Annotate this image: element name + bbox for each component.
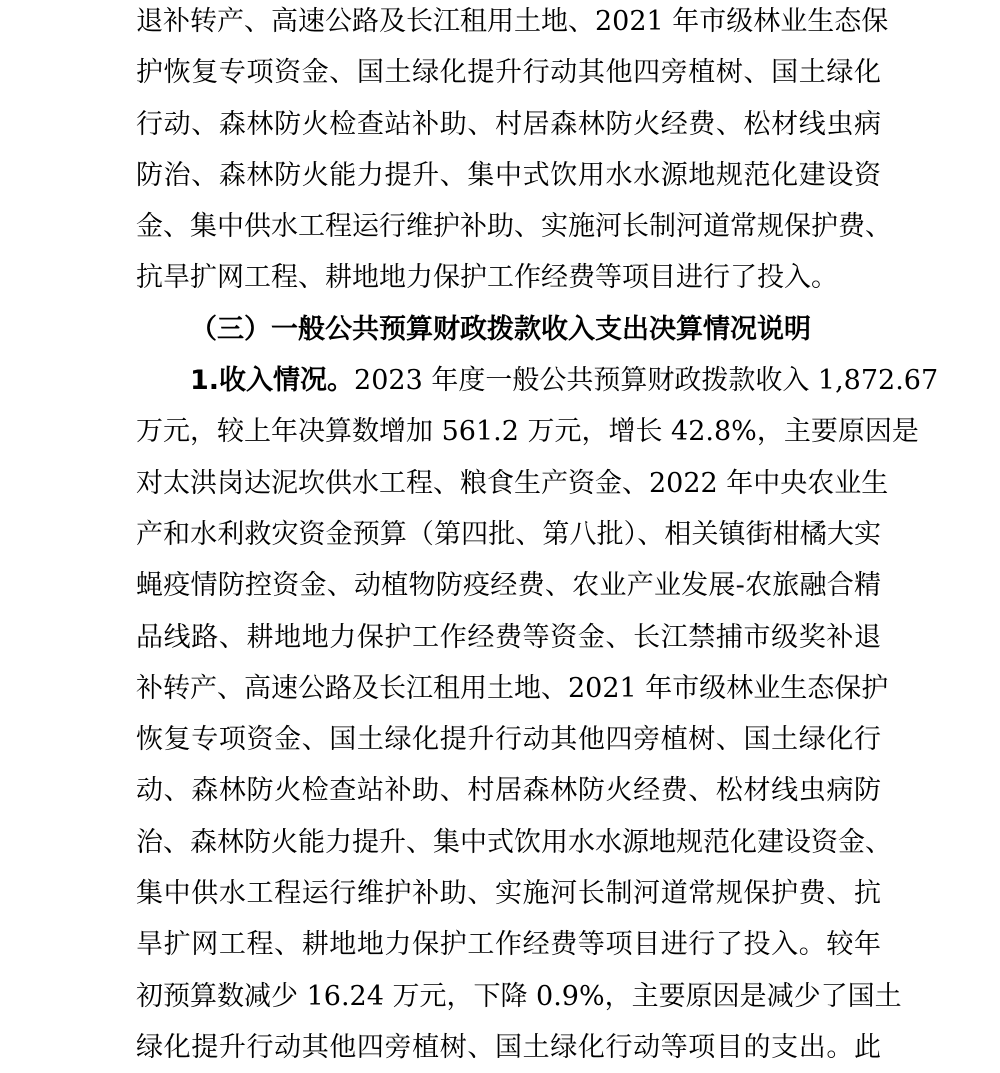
text-line: 补转产、高速公路及长江租用土地、2021 年市级林业生态保护 bbox=[136, 672, 889, 704]
text-line: 金、集中供水工程运行维护补助、实施河长制河道常规保护费、 bbox=[136, 211, 892, 243]
text-line: 蝇疫情防控资金、动植物防疫经费、农业产业发展-农旅融合精 bbox=[136, 570, 881, 602]
text-line: 行动、森林防火检查站补助、村居森林防火经费、松材线虫病 bbox=[136, 108, 881, 140]
text-line: 动、森林防火检查站补助、村居森林防火经费、松材线虫病防 bbox=[136, 775, 881, 807]
text-line: 产和水利救灾资金预算（第四批、第八批）、相关镇街柑橘大实 bbox=[136, 518, 881, 550]
text-line: 旱扩网工程、耕地地力保护工作经费等项目进行了投入。较年 bbox=[136, 929, 881, 961]
text-line: 绿化提升行动其他四旁植树、国土绿化行动等项目的支出。此 bbox=[136, 1031, 881, 1063]
text-line: 集中供水工程运行维护补助、实施河长制河道常规保护费、抗 bbox=[136, 878, 881, 910]
section-heading: （三）一般公共预算财政拨款收入支出决算情况说明 bbox=[190, 313, 811, 345]
text-line: 抗旱扩网工程、耕地地力保护工作经费等项目进行了投入。 bbox=[136, 262, 838, 294]
text-line: 护恢复专项资金、国土绿化提升行动其他四旁植树、国土绿化 bbox=[136, 57, 881, 89]
paragraph-2 bbox=[136, 355, 939, 1073]
paragraph-1 bbox=[136, 0, 892, 304]
text-line: 治、森林防火能力提升、集中式饮用水水源地规范化建设资金、 bbox=[136, 826, 892, 858]
text-line: 品线路、耕地地力保护工作经费等资金、长江禁捕市级奖补退 bbox=[136, 621, 881, 653]
text-line: 万元，较上年决算数增加 561.2 万元，增长 42.8%，主要原因是 bbox=[136, 416, 919, 448]
text-line: 恢复专项资金、国土绿化提升行动其他四旁植树、国土绿化行 bbox=[136, 724, 881, 756]
text-line: 对太洪岗达泥坎供水工程、粮食生产资金、2022 年中央农业生 bbox=[136, 467, 889, 499]
text-line: 初预算数减少 16.24 万元，下降 0.9%，主要原因是减少了国土 bbox=[136, 980, 902, 1012]
text-line: 退补转产、高速公路及长江租用土地、2021 年市级林业生态保 bbox=[136, 6, 889, 37]
text-line: 防治、森林防火能力提升、集中式饮用水水源地规范化建设资 bbox=[136, 159, 881, 191]
income-lead: 1.收入情况。 bbox=[190, 365, 355, 397]
text-line: 1.收入情况。2023 年度一般公共预算财政拨款收入 1,872.67 bbox=[190, 365, 939, 397]
document-page bbox=[136, 0, 939, 1073]
